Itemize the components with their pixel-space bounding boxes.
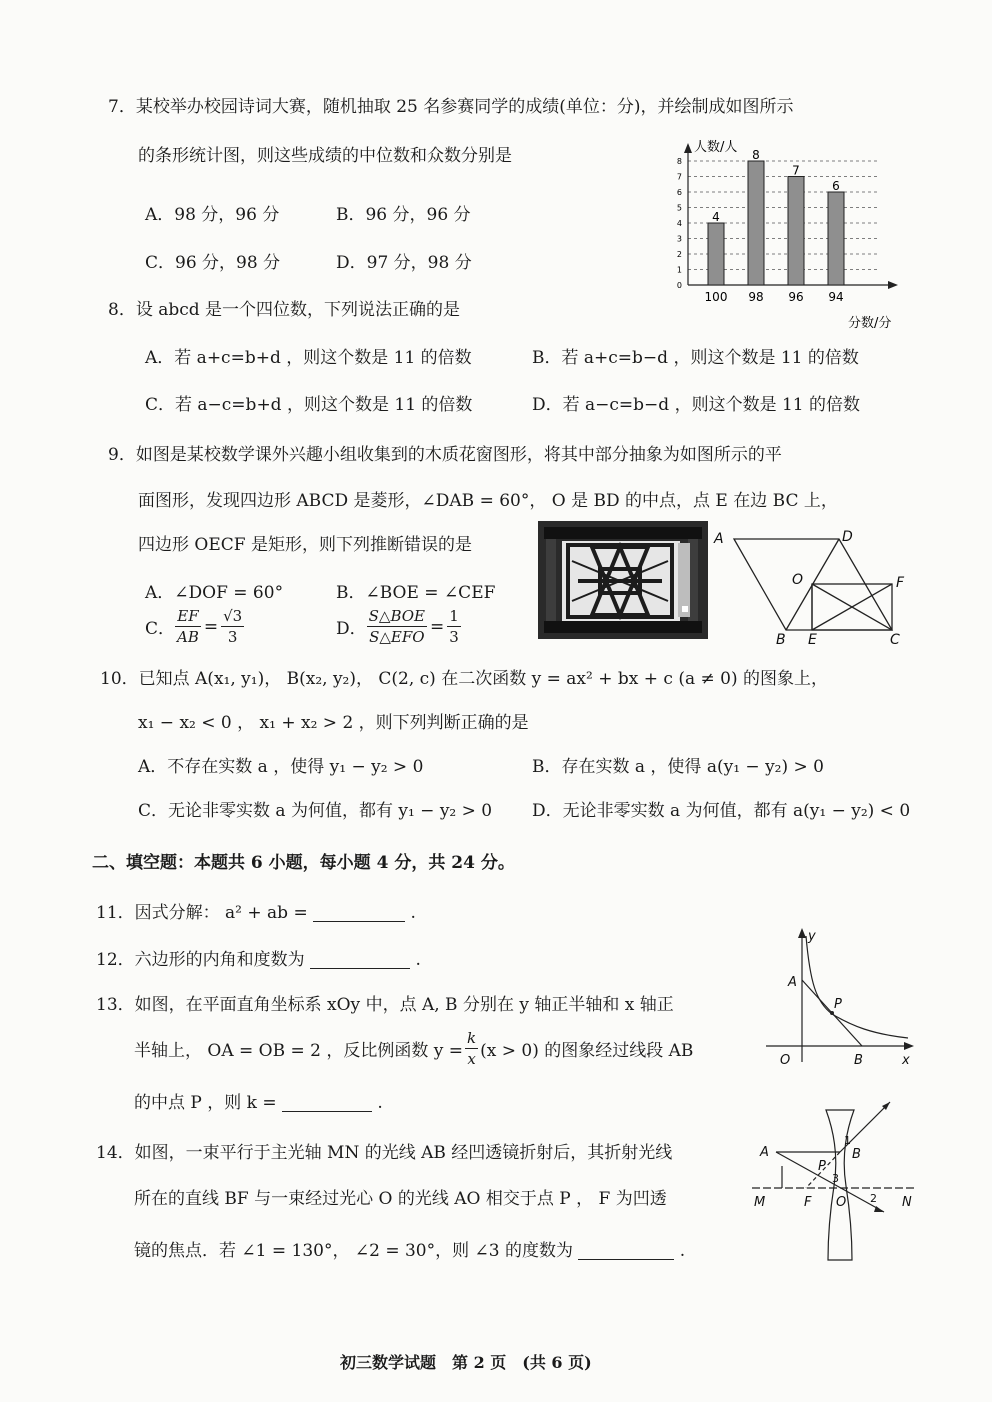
q8-option-b: B．若 a+c=b−d ，则这个数是 11 的倍数	[532, 348, 859, 368]
q7-option-d: D．97 分，98 分	[336, 253, 472, 273]
q8-option-d: D．若 a−c=b−d ，则这个数是 11 的倍数	[532, 395, 861, 415]
label-y: y	[808, 929, 816, 944]
chart-y-tick-label: 7	[676, 172, 682, 182]
label-b: B	[776, 632, 786, 647]
q13-answer-blank[interactable]	[282, 1093, 372, 1112]
chart-y-tick-label: 6	[676, 188, 682, 197]
q9-option-c: C． $\frac{EF}{AB}$ = $\frac{√3}{3}$	[145, 607, 243, 646]
hyperbola-curve	[806, 936, 908, 1038]
q9-option-a: A．∠DOF = 60°	[145, 583, 284, 603]
label-b: B	[852, 1147, 861, 1162]
q9-option-c-lhs-num: EF	[175, 606, 201, 627]
q9-option-d-lhs-den: S△EFO	[369, 628, 425, 646]
chart-y-tick-label: 1	[676, 265, 682, 275]
q9-option-c-lhs-den: AB	[177, 628, 199, 646]
q13-stem-line3	[134, 1088, 383, 1113]
q9-option-d-rhs	[447, 606, 461, 647]
q14-stem-line1: 14．如图，一束平行于主光轴 MN 的光线 AB 经凹透镜折射后，其折射光线	[96, 1143, 673, 1163]
label-o: O	[780, 1053, 791, 1068]
chart-category-label: 96	[788, 290, 804, 304]
chart-value-label: 6	[832, 179, 840, 193]
q13-coordinate-figure	[762, 922, 920, 1074]
q13-text: 的中点 P ，则 k =	[134, 1093, 277, 1113]
q9-window-photo	[538, 521, 708, 639]
label-p: P	[834, 997, 842, 1012]
label-f: F	[896, 575, 905, 591]
q9-stem-line1: 9．如图是某校数学课外兴趣小组收集到的木质花窗图形，将其中部分抽象为如图所示的平	[108, 445, 782, 465]
concave-lens	[826, 1110, 854, 1260]
q11-text: 11．因式分解： a² + ab =	[96, 903, 308, 923]
q12-answer-blank[interactable]	[310, 950, 410, 969]
q10-stem-line2: x₁ − x₂ < 0 ， x₁ + x₂ > 2 ，则下列判断正确的是	[138, 713, 529, 733]
label-f: F	[804, 1195, 812, 1210]
q13-line2-b: (x > 0) 的图象经过线段 AB	[480, 1041, 694, 1061]
label-a: A	[760, 1145, 769, 1160]
chart-bar	[748, 161, 764, 285]
chart-category-label: 94	[828, 290, 844, 304]
q9-option-c-rhs-num: √3	[223, 607, 243, 625]
q8-stem: 8．设 abcd 是一个四位数，下列说法正确的是	[108, 300, 461, 320]
chart-y-arrow	[684, 143, 692, 153]
ray-ao	[776, 1152, 884, 1212]
chart-y-ticks	[677, 157, 682, 290]
q10-option-d: D．无论非零实数 a 为何值，都有 a(y₁ − y₂) < 0	[532, 801, 911, 821]
chart-bar	[828, 192, 844, 285]
chart-y-tick-label: 8	[676, 157, 682, 166]
chart-value-label: 4	[712, 210, 720, 224]
q7-option-a: A．98 分，96 分	[145, 205, 280, 225]
q11-end: .	[410, 903, 416, 923]
chart-x-arrow	[888, 281, 898, 289]
label-angle-1: 1	[844, 1134, 851, 1147]
label-b: B	[854, 1053, 863, 1068]
q9-rhombus-figure	[712, 525, 912, 647]
label-d: D	[842, 529, 853, 545]
q10-stem-line1: 10．已知点 A(x₁, y₁)， B(x₂, y₂)， C(2, c) 在二次函数 y = ax² + bx + c (a ≠ 0) 的图象上，	[100, 669, 828, 689]
q14-answer-blank[interactable]	[578, 1241, 674, 1260]
q10-option-c: C．无论非零实数 a 为何值，都有 y₁ − y₂ > 0	[138, 801, 493, 821]
label-p: P	[818, 1159, 826, 1174]
label-angle-3: 3	[832, 1172, 839, 1185]
q9-stem-line3: 四边形 OECF 是矩形，则下列推断错误的是	[138, 535, 472, 555]
q13-fraction	[465, 1028, 478, 1069]
q14-end: .	[679, 1241, 686, 1261]
q7-option-c: C．96 分，98 分	[145, 253, 281, 273]
q13-line2-a: 半轴上， OA = OB = 2 ，反比例函数 y =	[134, 1041, 464, 1061]
q13-stem-line2	[134, 1028, 693, 1069]
q11-answer-blank[interactable]	[313, 903, 405, 922]
chart-x-label: 分数/分	[848, 316, 892, 331]
q14-stem-line2: 所在的直线 BF 与一束经过光心 O 的光线 AO 相交于点 P ， F 为凹透	[134, 1189, 667, 1209]
section-title-fill-in: 二、填空题：本题共 6 小题，每小题 4 分，共 24 分。	[92, 853, 515, 873]
q7-option-b: B．96 分，96 分	[336, 205, 471, 225]
q13-fraction-num: k	[467, 1029, 477, 1047]
q9-option-d-lhs	[367, 606, 427, 647]
q12-stem	[96, 945, 421, 970]
q13-end: .	[377, 1093, 383, 1113]
chart-category-label: 100	[704, 290, 728, 304]
q12-text: 12．六边形的内角和度数为	[96, 950, 305, 970]
chart-value-label: 8	[752, 148, 760, 162]
q7-stem-line1: 7．某校举办校园诗词大赛，随机抽取 25 名参赛同学的成绩(单位：分)，并绘制成如图所示	[108, 97, 794, 117]
q9-option-c-label: C．	[145, 619, 176, 639]
q7-stem-line2: 的条形统计图，则这些成绩的中位数和众数分别是	[138, 146, 512, 166]
q8-option-c: C．若 a−c=b+d ，则这个数是 11 的倍数	[145, 395, 473, 415]
chart-y-tick-label: 2	[676, 250, 682, 259]
q14-text: 镜的焦点．若 ∠1 = 130°， ∠2 = 30°，则 ∠3 的度数为	[134, 1241, 573, 1261]
chart-y-tick-label: 0	[676, 281, 682, 290]
q9-option-d-label: D．	[336, 619, 367, 639]
chart-y-tick-label: 4	[676, 219, 682, 228]
q8-option-a: A．若 a+c=b+d ，则这个数是 11 的倍数	[145, 348, 472, 368]
label-angle-2: 2	[870, 1192, 877, 1205]
chart-bars	[705, 148, 844, 304]
q10-option-b: B．存在实数 a ，使得 a(y₁ − y₂) > 0	[532, 757, 824, 777]
label-a: A	[788, 975, 797, 990]
q9-option-c-rhs	[221, 606, 244, 647]
chart-y-tick-label: 5	[676, 203, 682, 213]
chart-y-label: 人数/人	[694, 140, 738, 155]
q9-option-c-lhs	[175, 606, 201, 647]
q14-stem-line3	[134, 1236, 685, 1261]
chart-category-label: 98	[748, 290, 764, 304]
q9-option-d-rhs-den: 3	[449, 628, 459, 646]
q7-bar-chart	[668, 133, 908, 333]
q12-end: .	[415, 950, 421, 970]
q9-option-b: B．∠BOE = ∠CEF	[336, 583, 496, 603]
q13-fraction-den: x	[467, 1050, 476, 1068]
chart-y-tick-label: 3	[676, 234, 682, 244]
q9-option-d-rhs-num: 1	[449, 607, 459, 625]
q9-option-d-lhs-num: S△BOE	[368, 607, 426, 625]
label-e: E	[808, 632, 817, 647]
chart-bar	[708, 223, 724, 285]
q9-stem-line2: 面图形，发现四边形 ABCD 是菱形，∠DAB = 60°， O 是 BD 的中点，点 E 在边 BC 上，	[138, 491, 838, 511]
label-c: C	[890, 632, 900, 647]
chart-bar	[788, 177, 804, 286]
q9-option-c-rhs-den: 3	[227, 628, 238, 646]
label-o: O	[836, 1195, 847, 1210]
page-footer: 初三数学试题 第 2 页 (共 6 页)	[340, 1353, 592, 1372]
q13-stem-line1: 13．如图，在平面直角坐标系 xOy 中，点 A, B 分别在 y 轴正半轴和 x 轴正	[96, 995, 674, 1015]
label-a: A	[714, 531, 724, 547]
label-m: M	[754, 1195, 766, 1210]
label-n: N	[902, 1195, 912, 1210]
label-o: O	[792, 572, 804, 588]
chart-value-label: 7	[792, 163, 800, 178]
q10-option-a: A．不存在实数 a ，使得 y₁ − y₂ > 0	[138, 757, 424, 777]
q11-stem	[96, 898, 416, 923]
q14-lens-figure	[748, 1092, 918, 1266]
q9-option-d: D． $\frac{\text{S△BOE}}{\text{S△EFO}}$ = $\frac{1}{3}$	[336, 607, 459, 646]
label-x: x	[902, 1053, 910, 1068]
